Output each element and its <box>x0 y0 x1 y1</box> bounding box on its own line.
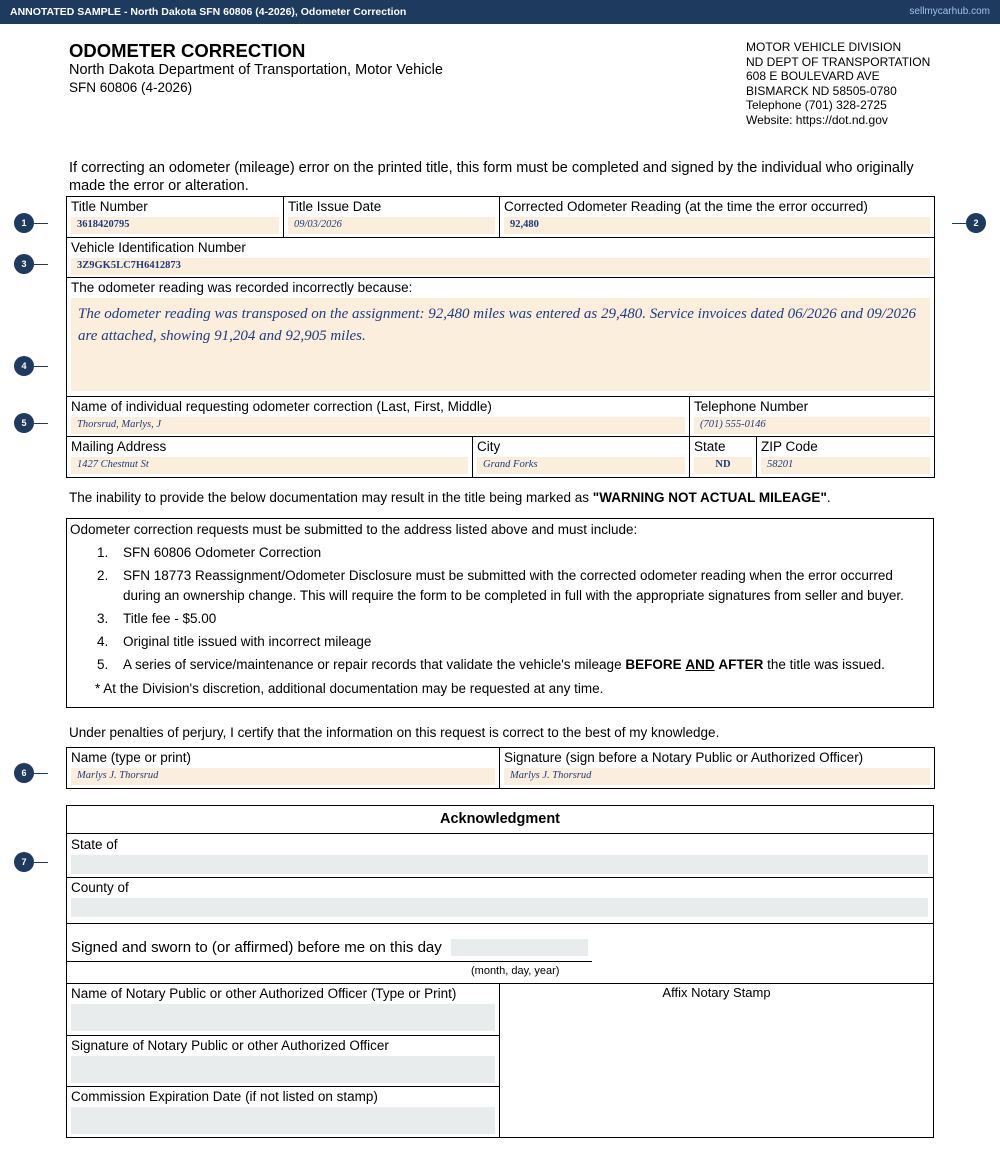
commission-label: Commission Expiration Date (if not listed on stamp) <box>71 1089 378 1104</box>
city-label: City <box>477 439 501 454</box>
warning-phrase: "WARNING NOT ACTUAL MILEAGE" <box>592 490 827 505</box>
marker-badge: 3 <box>14 254 34 274</box>
title-number-field[interactable]: 3618420795 <box>71 217 279 234</box>
annotation-banner <box>0 0 1000 24</box>
signer-name-cell <box>67 748 500 789</box>
list-item <box>97 609 917 629</box>
state-of-field[interactable] <box>71 855 928 874</box>
address-line: BISMARCK ND 58505-0780 <box>746 83 897 98</box>
item-number: 3. <box>97 611 109 626</box>
annotation-marker-4 <box>14 356 48 376</box>
list-item <box>97 655 917 675</box>
corrected-reading-label: Corrected Odometer Reading (at the time the error occurred) <box>504 199 868 214</box>
annotation-marker-1 <box>14 213 48 233</box>
warning-suffix: . <box>826 490 831 505</box>
address-telephone: Telephone (701) 328-2725 <box>746 98 887 113</box>
requester-name-label: Name of individual requesting odometer correction (Last, First, Middle) <box>71 399 492 414</box>
title-issue-date-cell <box>284 197 500 238</box>
signature-cell <box>500 748 935 789</box>
item-text: Original title issued with incorrect mileage <box>123 634 372 649</box>
telephone-label: Telephone Number <box>694 399 809 414</box>
county-of-field[interactable] <box>71 898 928 917</box>
marker-badge: 1 <box>14 213 34 233</box>
annotation-marker-6 <box>14 763 48 783</box>
warning-prefix: The inability to provide the below documentation may result in the title being marked as <box>69 490 593 505</box>
corrected-reading-cell <box>500 197 935 238</box>
item-text-pre: A series of service/maintenance or repair records that validate the vehicle's mileage <box>123 657 626 672</box>
title-issue-date-field[interactable]: 09/03/2026 <box>288 217 495 234</box>
list-item <box>97 566 917 606</box>
sworn-underline <box>67 961 592 962</box>
address-line: ND DEPT OF TRANSPORTATION <box>746 54 931 69</box>
marker-line <box>34 862 48 863</box>
annotation-marker-3 <box>14 254 48 274</box>
state-cell <box>690 437 757 478</box>
emphasis-after: AFTER <box>718 657 764 672</box>
city-cell <box>473 437 690 478</box>
vin-cell <box>67 238 935 278</box>
banner-site-link[interactable]: sellmycarhub.com <box>909 6 990 17</box>
corrected-reading-field[interactable]: 92,480 <box>504 217 930 234</box>
requester-name-cell <box>67 397 690 437</box>
state-of-row <box>67 835 933 878</box>
marker-line <box>34 423 48 424</box>
perjury-statement: Under penalties of perjury, I certify that the information on this request is correct to the best of my knowledge. <box>69 725 720 740</box>
notary-area <box>67 984 933 1138</box>
intro-text: If correcting an odometer (mileage) error on the printed title, this form must be completed and signed by the individual who originally made the error or alteration. <box>69 160 914 194</box>
item-text: Title fee - $5.00 <box>123 611 217 626</box>
notary-signature-field[interactable] <box>71 1056 495 1083</box>
acknowledgment-section <box>66 805 934 1138</box>
reason-field[interactable]: The odometer reading was transposed on the assignment: 92,480 miles was entered as 29,480. Service invoices dated 06/2026 and 09/2026 are attached, showing 91,204 and 92,905 miles. <box>71 298 930 391</box>
form-title: ODOMETER CORRECTION <box>69 40 306 61</box>
annotation-marker-7 <box>14 852 48 872</box>
signer-table <box>66 747 935 789</box>
notary-stamp-label: Affix Notary Stamp <box>662 985 771 1000</box>
item-number: 5. <box>97 657 109 672</box>
title-number-label: Title Number <box>71 199 148 214</box>
address-line: MOTOR VEHICLE DIVISION <box>746 40 902 54</box>
sworn-date-field[interactable] <box>451 939 588 956</box>
zip-field[interactable]: 58201 <box>761 457 930 474</box>
mailing-address-label: Mailing Address <box>71 439 167 454</box>
documentation-note: * At the Division's discretion, additional documentation may be requested at any time. <box>95 681 604 696</box>
emphasis-and: AND <box>685 657 715 672</box>
zip-label: ZIP Code <box>761 439 818 454</box>
vehicle-info-table <box>66 196 935 397</box>
marker-line <box>34 264 48 265</box>
sworn-date-hint: (month, day, year) <box>471 965 560 977</box>
marker-badge: 5 <box>14 413 34 433</box>
warning-line <box>69 490 831 505</box>
signer-name-label: Name (type or print) <box>71 750 192 765</box>
reason-label: The odometer reading was recorded incorrectly because: <box>71 280 413 295</box>
form-agency: North Dakota Department of Transportation, Motor Vehicle <box>69 62 443 78</box>
item-text: SFN 60806 Odometer Correction <box>123 545 322 560</box>
vin-field[interactable]: 3Z9GK5LC7H6412873 <box>71 258 930 275</box>
documentation-box <box>66 518 934 708</box>
notary-name-label: Name of Notary Public or other Authorized Officer (Type or Print) <box>71 986 457 1001</box>
county-of-row <box>67 878 933 924</box>
item-number: 2. <box>97 568 109 583</box>
signer-name-field[interactable]: Marlys J. Thorsrud <box>71 768 495 785</box>
marker-badge: 4 <box>14 356 34 376</box>
commission-cell <box>67 1087 499 1138</box>
title-issue-date-label: Title Issue Date <box>288 199 382 214</box>
commission-field[interactable] <box>71 1107 495 1134</box>
emphasis-before: BEFORE <box>625 657 682 672</box>
sworn-row <box>67 924 933 984</box>
city-field[interactable]: Grand Forks <box>477 457 685 474</box>
sworn-label: Signed and sworn to (or affirmed) before me on this day <box>71 939 442 956</box>
reason-cell <box>67 278 935 397</box>
signature-field[interactable]: Marlys J. Thorsrud <box>504 768 930 785</box>
marker-line <box>34 223 48 224</box>
annotation-marker-2 <box>952 213 986 233</box>
division-address <box>746 40 930 128</box>
signature-label: Signature (sign before a Notary Public or Authorized Officer) <box>504 750 864 765</box>
notary-name-field[interactable] <box>71 1004 495 1031</box>
mailing-address-cell <box>67 437 473 478</box>
marker-line <box>34 366 48 367</box>
marker-line <box>952 223 966 224</box>
form-number: SFN 60806 (4-2026) <box>69 80 193 95</box>
documentation-heading: Odometer correction requests must be submitted to the address listed above and must include: <box>70 522 638 537</box>
requester-name-field[interactable]: Thorsrud, Marlys, J <box>71 417 685 434</box>
title-number-cell <box>67 197 284 238</box>
documentation-list <box>97 543 917 678</box>
item-number: 1. <box>97 545 109 560</box>
county-of-label: County of <box>71 880 129 895</box>
telephone-cell <box>690 397 935 437</box>
list-item <box>97 543 917 563</box>
vin-label: Vehicle Identification Number <box>71 240 246 255</box>
item-text-post: the title was issued. <box>763 657 885 672</box>
item-number: 4. <box>97 634 109 649</box>
state-field[interactable]: ND <box>694 457 752 474</box>
state-of-label: State of <box>71 837 118 852</box>
item-text: SFN 18773 Reassignment/Odometer Disclosure must be submitted with the corrected odometer reading when the error occurred during an ownership change. This will require the form to be completed in full with the appropriate signatures from seller and buyer. <box>123 568 904 603</box>
telephone-field[interactable]: (701) 555-0146 <box>694 417 930 434</box>
requester-table <box>66 396 935 478</box>
banner-title: ANNOTATED SAMPLE - North Dakota SFN 60806 (4-2026), Odometer Correction <box>10 6 407 18</box>
address-website: Website: https://dot.nd.gov <box>746 112 888 127</box>
zip-cell <box>757 437 935 478</box>
state-label: State <box>694 439 726 454</box>
marker-badge: 6 <box>14 763 34 783</box>
annotation-marker-5 <box>14 413 48 433</box>
marker-badge: 7 <box>14 852 34 872</box>
notary-fields <box>67 984 500 1138</box>
marker-line <box>34 773 48 774</box>
list-item <box>97 632 917 652</box>
acknowledgment-title: Acknowledgment <box>67 806 933 834</box>
marker-badge: 2 <box>966 213 986 233</box>
notary-signature-label: Signature of Notary Public or other Authorized Officer <box>71 1038 389 1053</box>
address-line: 608 E BOULEVARD AVE <box>746 69 880 84</box>
mailing-address-field[interactable]: 1427 Chestnut St <box>71 457 468 474</box>
notary-name-cell <box>67 984 499 1036</box>
notary-signature-cell <box>67 1036 499 1087</box>
